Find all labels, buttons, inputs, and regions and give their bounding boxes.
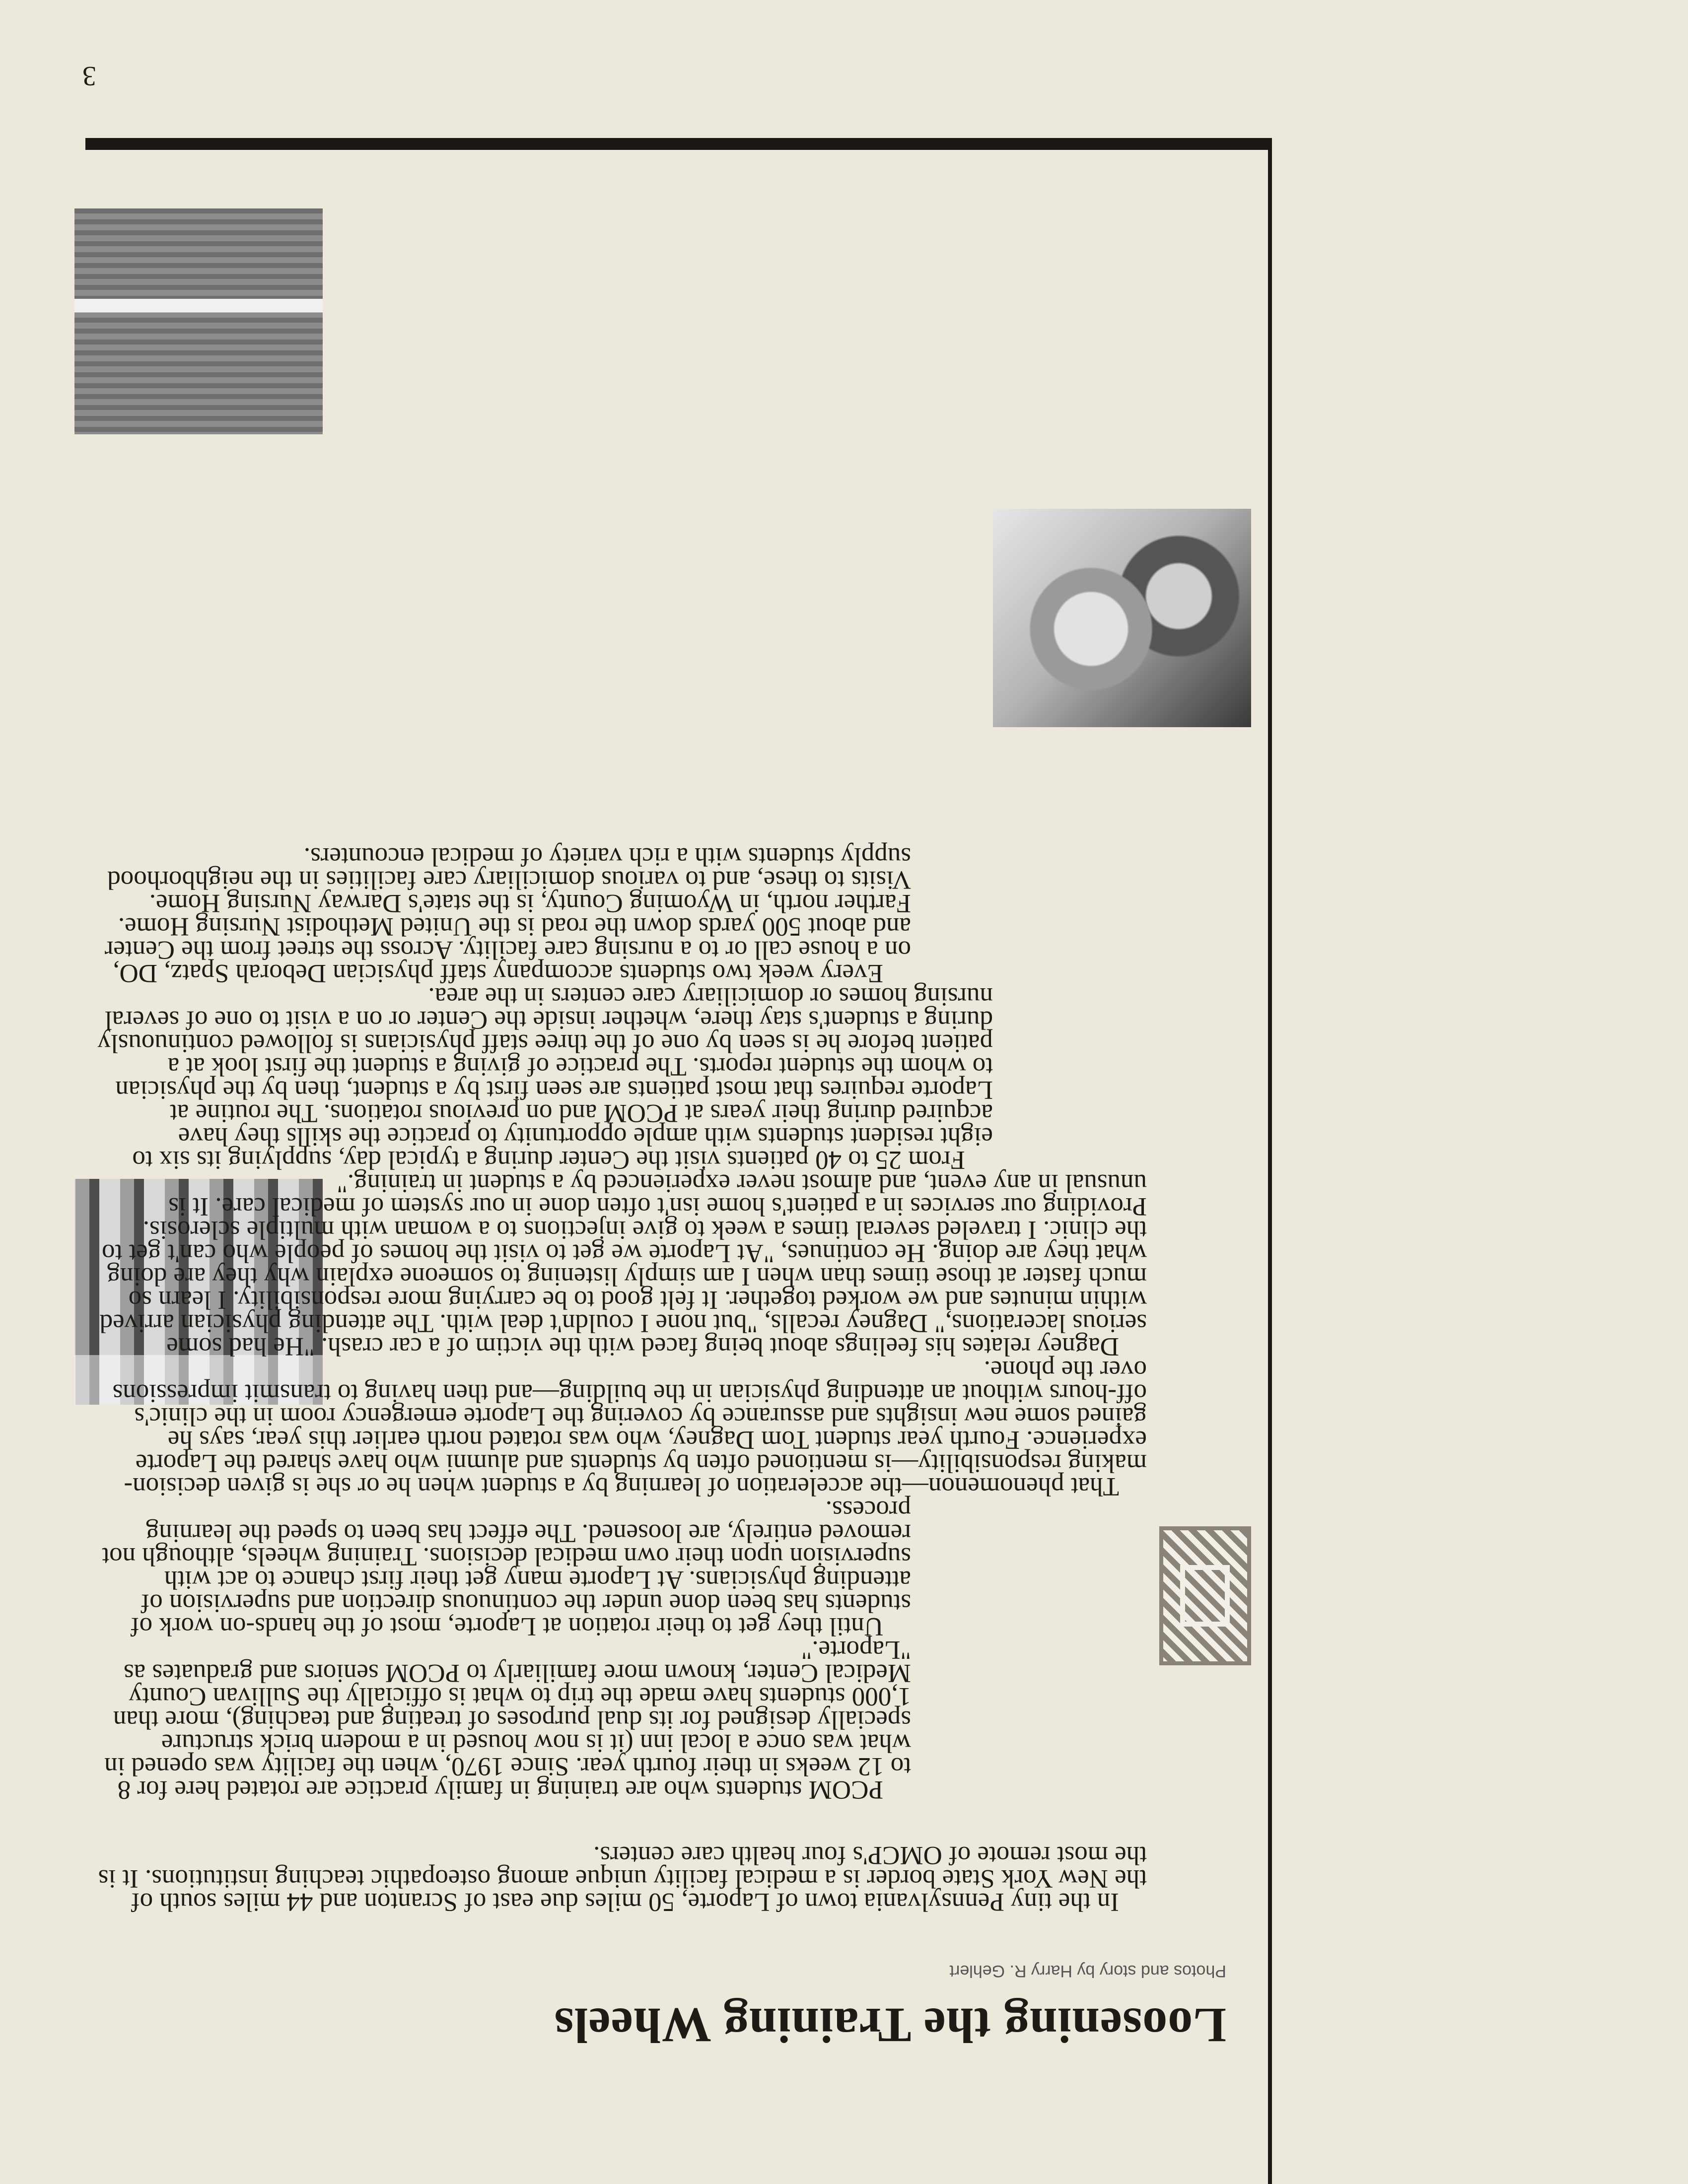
house-call-photo <box>74 208 323 434</box>
paragraph: In the tiny Pennsylvania town of Laporte, 50 miles due east of Scranton and 44 miles south of the New York State border is a medical facility unique among osteopathic teaching institutions. It is the most remote of OMCP's four health care centers. <box>98 1841 1147 1916</box>
article-title: Loosening the Training Wheels <box>554 1998 1226 2053</box>
page-number: 3 <box>82 61 96 91</box>
paragraph: PCOM students who are training in family practice are rotated here for 8 to 12 weeks in their fourth year. Since 1970, when the facility was opened in what was once a local inn (it is now housed in a modern brick structure specially designed for its dual purposes of treating and teaching), more than 1,000 students have made the trip to what is officially the Sullivan County Medical Center, known more familiarly to PCOM seniors and graduates as "Laporte." <box>104 1636 911 1804</box>
byline: Photos and story by Harry R. Gehlert <box>949 1962 1226 1980</box>
paragraph: Dagney relates his feelings about being faced with the victim of a car crash. "He had some serious lacerations," Dagney recalls, "but none I couldn't deal with. The attending physician arrived within minutes and we worked together. It felt good to be carrying more responsibility. I learn so much faster at those times than when I am simply listening to someone explain why they are doing what they are doing. He continues, "At Laporte we get to visit the homes of people who can't get to the clinic. I traveled several times a week to give injections to a woman with multiple sclerosis. Providing our services in a patient's home isn't often done in our system of medical care. It is unusual in any event, and almost never experienced by a student in training." <box>99 1169 1147 1361</box>
paragraph: Every week two students accompany staff physician Deborah Spatz, DO, on a house call or to a nursing care facility. Across the street from the Center and about 500 yards down the road is the United Methodist Nursing Home. Farther north, in Wyoming County, is the state's Darway Nursing Home. Visits to these, and to various domiciliary care facilities in the neighborhood supply students with a rich variety of medical encounters. <box>104 842 911 988</box>
paragraph: From 25 to 40 patients visit the Center during a typical day, supplying its six to eight resident students with ample opportunity to practice the skills they have acquired during their years at PCOM and on previous rotations. The routine at Laporte requires that most patients are seen first by a student, then by the physician to whom the student reports. The practice of giving a student the first look at a patient before he is seen by one of the three staff physicians is followed continuously during a student's stay there, whether inside the Center or on a visit to one of several nursing homes or domiciliary care centers in the area. <box>97 982 993 1174</box>
article-body <box>5 842 1147 1916</box>
bottom-rule <box>85 138 1272 150</box>
doctor-exam-photo <box>993 509 1251 727</box>
paragraph: Until they get to their rotation at Laporte, most of the hands-on work of students has been done under the continuous direction and supervision of attending physicians. At Laporte many get their first chance to act with supervision upon their own medical decisions. Training wheels, although not removed entirely, are loosened. The effect has been to speed the learning process. <box>102 1496 911 1641</box>
left-border-line <box>1268 149 1272 2184</box>
quilt-pattern-icon <box>1159 1526 1251 1665</box>
paragraph: That phenomenon—the acceleration of learning by a student when he or she is given decision-making responsibility—is mentioned often by students and alumni who have shared the Laporte experience. Fourth year student Tom Dagney, who was rotated north earlier this year, says he gained some new insights and assurance by covering the Laporte emergency room in the clinic's off-hours without an attending physician in the building—and then having to transmit impressions over the phone. <box>112 1356 1147 1501</box>
